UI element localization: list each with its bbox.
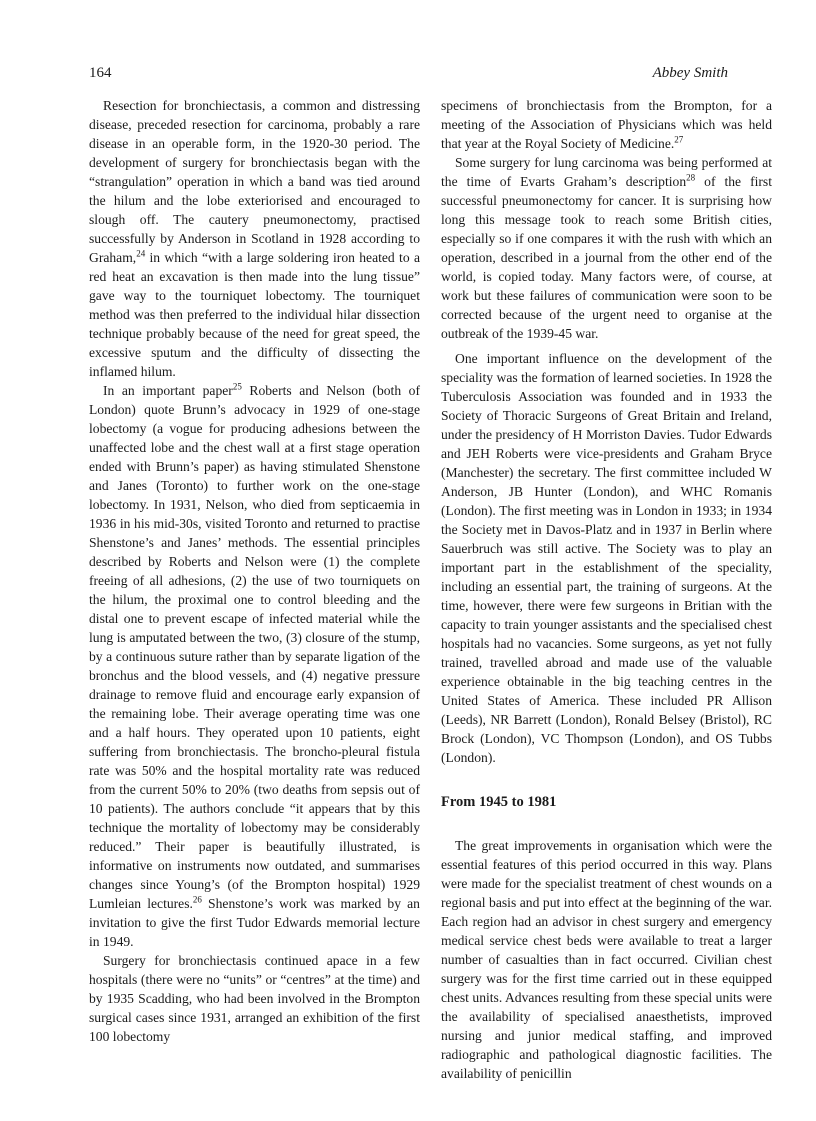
reference-superscript: 28 bbox=[686, 172, 696, 183]
paragraph-text: Roberts and Nelson (both of London) quote Brunn’s advocacy in 1929 of one-stage lobectomy (a vogue for producing adhesions between the unaffected lobe and the chest wall at a first stage operation ended with Brunn’s paper) as having stimulated Shenstone and Janes (Toronto) to further work on the one-stage lobectomy. In 1931, Nelson, who died from septicaemia in 1936 in his mid-30s, visited Toronto and returned to practise Shenstone’s and Janes’ methods. The essential principles described by Roberts and Nelson were (1) the complete freeing of all adhesions, (2) the use of two tourniquets on the hilum, the proximal one to control bleeding and the distal one to prevent escape of infected material while the lung is amputated between the two, (3) closure of the stump, by a continuous suture rather than by separate ligation of the bronchus and the blood vessels, and (4) negative pressure drainage to remove fluid and encourage early expansion of the remaining lobe. Their average operating time was one and a half hours. They operated upon 10 patients, eight suffering from bronchiectasis. The broncho-pleural fistula rate was 50% and the hospital mortality rate was reduced from the current 50% to 20% (two deaths from sepsis out of 10 patients). The authors conclude “it appears that by this technique the mortality of lobectomy may be considerably reduced.” Their paper is beautifully illustrated, is informative on instruments now outdated, and summarises changes since Young’s (of the Brompton hospital) 1929 Lumleian lectures. bbox=[89, 383, 420, 911]
page-number: 164 bbox=[89, 65, 112, 81]
paragraph: The great improvements in organisation which were the essential features of this period occurred in this way. Plans were made for the specialist treatment of chest wounds on a regional basis and put into effect at the beginning of the war. Each region had an advisor in chest surgery and emergency medical service chest beds were available to treat a larger number of casualties than in fact occurred. Civilian chest surgery was for the first time carried out in these equipped chest units. Advances resulting from these special units were the availability of specialised anaesthetists, improved nursing and junior medical staffing, and improved radiographic and pathological diagnostic facilities. The availability of penicillin bbox=[441, 838, 772, 1081]
paragraph bbox=[89, 96, 420, 381]
reference-superscript: 26 bbox=[192, 894, 202, 905]
paragraph: Surgery for bronchiectasis continued apace in a few hospitals (there were no “units” or “centres” at the time) and by 1935 Scadding, who had been involved in the Brompton surgical cases since 1931, arranged an exhibition of the first 100 lobectomy bbox=[89, 953, 420, 1044]
paragraph-text: In an important paper bbox=[103, 383, 233, 398]
paragraph-text: Some surgery for lung carcinoma was being performed at the time of Evarts Graham’s description bbox=[441, 155, 772, 189]
paragraph bbox=[441, 153, 772, 343]
paragraph-text: in which “with a large soldering iron heated to a red heat an excavation is then made into the lung tissue” gave way to the tourniquet lobectomy. The tourniquet method was then preferred to the individual hilar dissection technique probably because of the need for great speed, the excessive sputum and the difficulty of dissecting the inflamed hilum. bbox=[89, 250, 420, 379]
reference-superscript: 24 bbox=[136, 248, 146, 259]
reference-superscript: 25 bbox=[232, 381, 242, 392]
left-column bbox=[89, 96, 420, 1046]
running-head: Abbey Smith bbox=[652, 65, 728, 81]
reference-superscript: 27 bbox=[674, 134, 684, 145]
paragraph-text: specimens of bronchiectasis from the Brompton, for a meeting of the Association of Physicians which was held that year at the Royal Society of Medicine. bbox=[441, 98, 772, 151]
paragraph-text: of the first successful pneumonectomy for cancer. It is surprising how long this message took to reach some British cities, especially so if one compares it with the rush with which an operation, described in a journal from the other end of the world, is copied today. Many factors were, of course, at work but these failures of communication were soon to be corrected because of the urgent need to organise at the outbreak of the 1939-45 war. bbox=[441, 174, 773, 341]
paragraph-text: Resection for bronchiectasis, a common and distressing disease, preceded resection for carcinoma, probably a rare disease in an operable form, in the 1920-30 period. The development of surgery for bronchiectasis began with the “strangulation” operation in which a band was tied around the hilum and the lobe exteriorised and encouraged to slough off. The cautery pneumonectomy, practised successfully by Anderson in Scotland in 1928 according to Graham, bbox=[89, 98, 420, 265]
paragraph bbox=[441, 96, 772, 153]
paragraph-text: Shenstone’s work was marked by an invitation to give the first Tudor Edwards memorial lecture in 1949. bbox=[89, 896, 420, 949]
section-heading: From 1945 to 1981 bbox=[441, 794, 557, 810]
paragraph bbox=[89, 381, 420, 951]
right-column bbox=[441, 96, 772, 1083]
paragraph: One important influence on the development of the speciality was the formation of learned societies. In 1928 the Tuberculosis Association was founded and in 1933 the Society of Thoracic Surgeons of Great Britain and Ireland, under the presidency of H Morriston Davies. Tudor Edwards and JEH Roberts were vice-presidents and Graham Bryce (Manchester) the secretary. The first committee included W Anderson, JB Hunter (London), and WHC Romanis (London). The first meeting was in London in 1933; in 1934 the Society met in Davos-Platz and in 1937 in Berlin where Sauerbruch was still active. The Society was to play an important part in the establishment of the speciality, including an essential part, the training of surgeons. At the time, however, there were few surgeons in Britian with the capacity to train younger assistants and the specialised chest hospitals had no vacancies. Some surgeons, as yet not fully trained, travelled abroad and made use of the valuable experience obtainable in the big teaching centres in the United States of America. These included PR Allison (Leeds), NR Barrett (London), Ronald Belsey (Bristol), RC Brock (London), VC Thompson (London), and OS Tubbs (London). bbox=[441, 351, 772, 765]
